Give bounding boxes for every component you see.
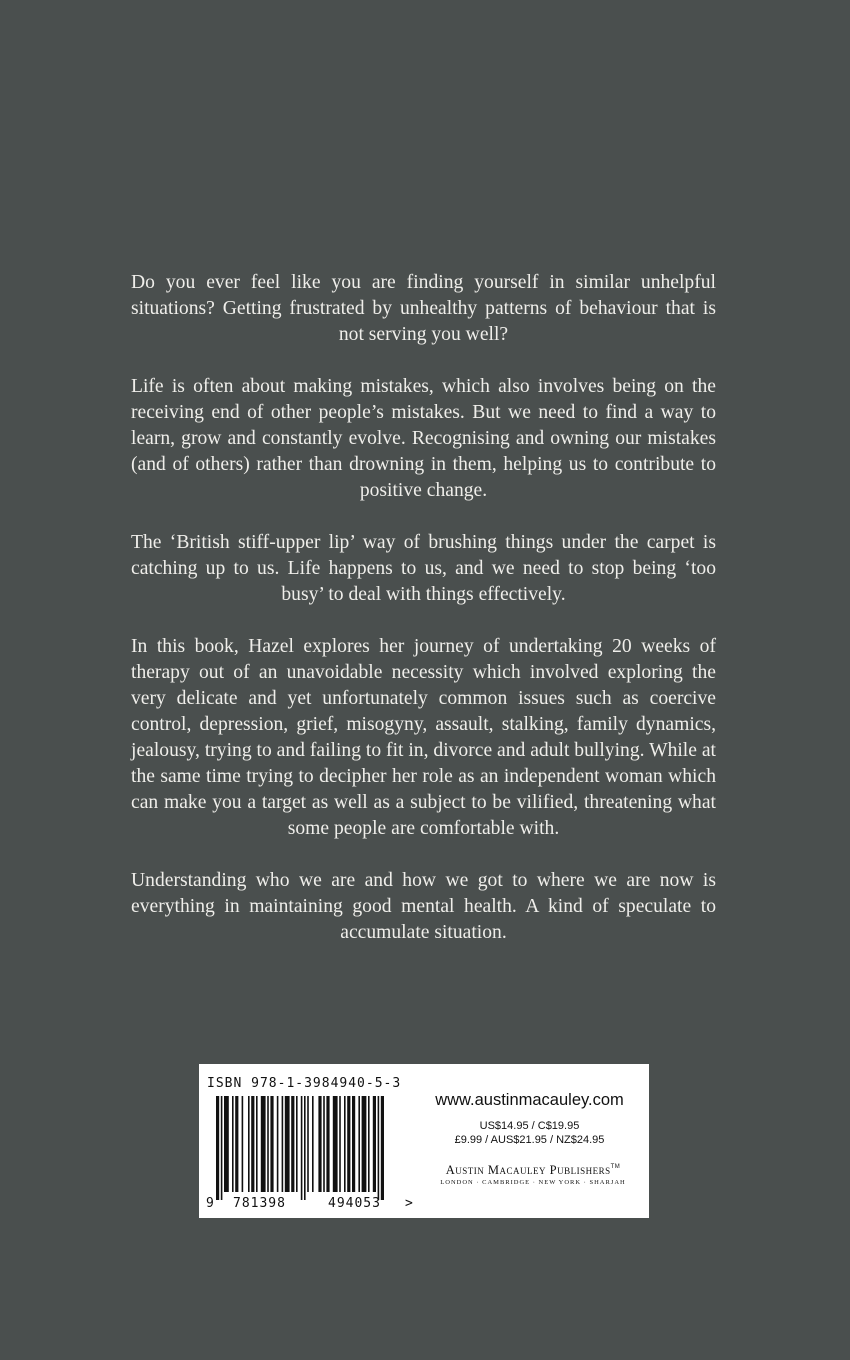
barcode-bar [216,1096,219,1200]
barcode-label [199,1064,649,1218]
blurb-paragraph-3: The ‘British stiff-upper lip’ way of brushing things under the carpet is catching up to us. Life happens to us, and we need to stop being ‘too busy’ to deal with things effectively. [131,532,716,605]
barcode-bar [235,1096,238,1192]
barcode-bar [270,1096,273,1192]
publisher-name-text: Austin Macauley Publishers [445,1163,611,1177]
barcode-digit-lead: 9 [206,1196,215,1211]
barcode-bar [224,1096,229,1192]
barcode-bar [323,1096,325,1192]
barcode-bar [339,1096,341,1192]
barcode-bar [344,1096,346,1192]
barcode-bar [256,1096,258,1192]
barcode-bar [362,1096,367,1192]
barcode-bar [232,1096,234,1192]
barcode-bar [312,1096,314,1192]
barcode-bar [296,1096,298,1192]
barcode-bar [248,1096,250,1192]
barcode-bar [318,1096,321,1192]
barcode-icon [216,1096,416,1200]
publisher-website: www.austinmacauley.com [435,1091,624,1109]
barcode-bar [307,1096,309,1192]
barcode-bar [285,1096,290,1192]
barcode-bar [333,1096,338,1192]
price-line-1: US$14.95 / C$19.95 [479,1120,580,1132]
barcode-digits-right: 494053 [328,1196,381,1211]
barcode-bar [251,1096,254,1192]
blurb-paragraph-4: In this book, Hazel explores her journey of undertaking 20 weeks of therapy out of an unavoidable necessity which involved exploring the very delicate and yet unfortunately common issues such as coercive control, depression, grief, misogyny, assault, stalking, family dynamics, jealousy, trying to and failing to fit in, divorce and adult bullying. While at the same time trying to decipher her role as an independent woman which can make you a target as well as a subject to be vilified, threatening what some people are comfortable with. [131,636,716,839]
barcode-bar [368,1096,370,1192]
barcode-bar [267,1096,269,1192]
barcode-bar [261,1096,266,1192]
barcode-arrow: > [405,1196,414,1211]
barcode-bar [282,1096,284,1192]
blurb-text [131,270,716,946]
barcode-bar [347,1096,350,1192]
barcode-bar [378,1096,380,1200]
barcode-bar [381,1096,384,1200]
barcode-bar [304,1096,306,1200]
blurb-paragraph-1: Do you ever feel like you are finding yourself in similar unhelpful situations? Getting frustrated by unhealthy patterns of behaviour that is not serving you well? [131,272,716,345]
barcode-bar [277,1096,279,1192]
barcode-bar [291,1096,294,1192]
blurb-paragraph-5: Understanding who we are and how we got to where we are now is everything in maintaining good mental health. A kind of speculate to accumulate situation. [131,870,716,943]
barcode-bar [373,1096,376,1192]
barcode-bar [352,1096,355,1192]
barcode-bar [358,1096,360,1192]
price-line-2: £9.99 / AUS$21.95 / NZ$24.95 [454,1134,605,1146]
barcode-digits-left: 781398 [233,1196,286,1211]
barcode-bar [242,1096,244,1192]
publisher-name [423,1163,643,1178]
trademark-mark: TM [610,1164,621,1170]
barcode-bar [326,1096,329,1192]
barcode-bar [221,1096,223,1200]
publisher-cities: LONDON · CAMBRIDGE · NEW YORK · SHARJAH [440,1179,626,1186]
blurb-paragraph-2: Life is often about making mistakes, which also involves being on the receiving end of other people’s mistakes. But we need to find a way to learn, grow and constantly evolve. Recognising and owning our mistakes (and of others) rather than drowning in them, helping us to contribute to positive change. [131,376,716,501]
isbn-number: ISBN 978-1-3984940-5-3 [207,1076,402,1091]
barcode-bar [301,1096,303,1200]
